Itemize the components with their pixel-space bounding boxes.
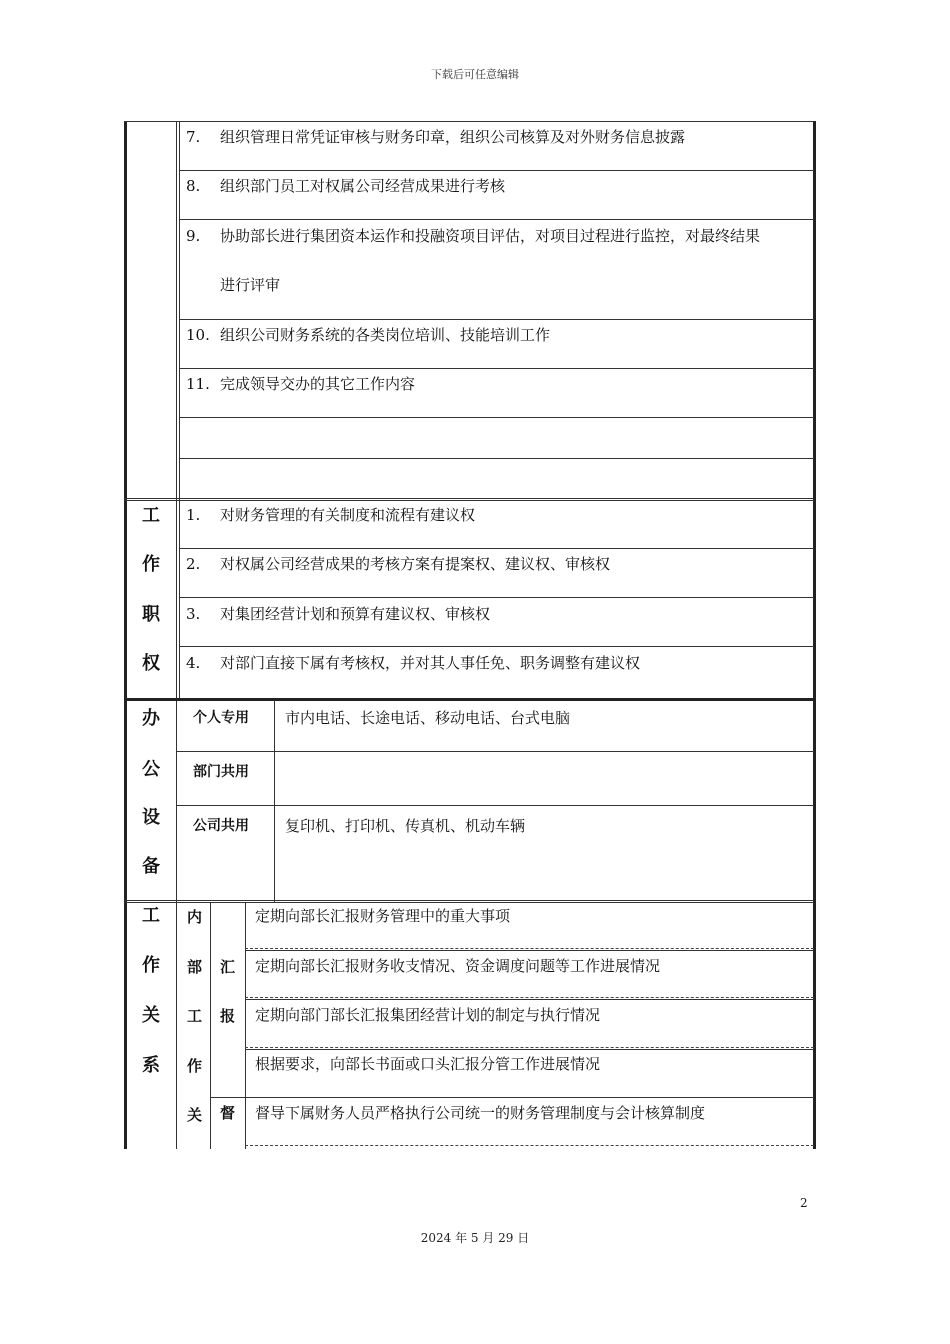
row-line [176, 751, 814, 752]
section-divider [124, 498, 814, 501]
supervise-item: 督导下属财务人员严格执行公司统一的财务管理制度与会计核算制度 [255, 1104, 706, 1122]
page-header: 下载后可任意编辑 [431, 68, 519, 81]
row-line [124, 121, 814, 122]
equipment-label-char: 办 [142, 708, 160, 729]
report-item: 定期向部长汇报财务收支情况、资金调度问题等工作进展情况 [255, 957, 661, 975]
row-line [179, 219, 814, 220]
equipment-row-label: 部门共用 [193, 764, 249, 780]
duty-item: 11. 完成领导交办的其它工作内容 [186, 375, 416, 393]
duty-item: 8. 组织部门员工对权属公司经营成果进行考核 [186, 177, 506, 195]
dashed-row-line [245, 1145, 814, 1146]
relations-sub-divider [210, 902, 211, 1149]
authority-label-char: 工 [142, 505, 160, 526]
internal-label-char: 部 [187, 958, 203, 976]
authority-item: 4. 对部门直接下属有考核权，并对其人事任免、职务调整有建议权 [186, 654, 641, 672]
footer-date: 2024 年 5 月 29 日 [420, 1231, 530, 1245]
report-item: 定期向部门部长汇报集团经营计划的制定与执行情况 [255, 1006, 601, 1024]
internal-label-char: 关 [187, 1106, 203, 1124]
authority-label-char: 作 [142, 554, 160, 575]
report-item: 定期向部长汇报财务管理中的重大事项 [255, 907, 511, 925]
report-item: 根据要求，向部长书面或口头汇报分管工作进展情况 [255, 1055, 601, 1073]
relations-label-char: 作 [142, 955, 160, 976]
dashed-row-line [245, 1047, 814, 1048]
dashed-row-line [245, 997, 814, 998]
row-line [245, 999, 814, 1000]
table-left-border [124, 121, 127, 1149]
duty-item: 7. 组织管理日常凭证审核与财务印章，组织公司核算及对外财务信息披露 [186, 128, 686, 146]
equipment-label-char: 设 [142, 807, 160, 828]
equipment-row-value: 复印机、打印机、传真机、机动车辆 [285, 817, 526, 835]
equipment-label-char: 公 [142, 759, 160, 780]
row-line [179, 646, 814, 647]
authority-label-char: 权 [142, 653, 160, 674]
report-label-char: 报 [220, 1007, 236, 1025]
row-line [179, 319, 814, 320]
authority-item: 3. 对集团经营计划和预算有建议权、审核权 [186, 605, 491, 623]
section-divider [124, 900, 814, 903]
row-line [179, 368, 814, 369]
equipment-label-char: 备 [142, 856, 160, 877]
duty-item: 10. 组织公司财务系统的各类岗位培训、技能培训工作 [186, 326, 551, 344]
relations-content-divider [245, 902, 246, 1149]
report-label-char: 汇 [220, 958, 236, 976]
section-divider [124, 698, 814, 701]
row-line [245, 1097, 814, 1098]
internal-label-char: 工 [187, 1007, 203, 1025]
authority-item: 1. 对财务管理的有关制度和流程有建议权 [186, 506, 476, 524]
equipment-row-value: 市内电话、长途电话、移动电话、台式电脑 [285, 709, 571, 727]
duty-item: 9. 协助部长进行集团资本运作和投融资项目评估，对项目过程进行监控，对最终结果 [186, 227, 761, 245]
page-number: 2 [800, 1196, 808, 1210]
row-line [179, 170, 814, 171]
label-column-divider-inner [179, 121, 180, 699]
internal-label-char: 作 [187, 1057, 203, 1075]
relations-label-char: 关 [142, 1005, 160, 1026]
row-line [245, 1049, 814, 1050]
authority-item: 2. 对权属公司经营成果的考核方案有提案权、建议权、审核权 [186, 555, 611, 573]
equipment-row-label: 公司共用 [193, 818, 249, 834]
internal-label-char: 内 [187, 908, 203, 926]
duty-item-continuation: 进行评审 [220, 276, 281, 294]
supervise-label-char: 督 [220, 1104, 236, 1122]
row-line [245, 950, 814, 951]
row-line [179, 417, 814, 418]
equipment-label-divider [274, 700, 275, 902]
row-line [179, 458, 814, 459]
dashed-row-line [245, 948, 814, 949]
row-line [179, 548, 814, 549]
row-line [179, 597, 814, 598]
row-line [210, 1097, 246, 1098]
equipment-row-label: 个人专用 [193, 710, 249, 726]
relations-label-char: 系 [142, 1055, 160, 1076]
label-column-divider [176, 121, 177, 1149]
relations-label-char: 工 [142, 905, 160, 926]
table-right-border [813, 121, 816, 1149]
authority-label-char: 职 [142, 604, 160, 625]
row-line [176, 805, 814, 806]
